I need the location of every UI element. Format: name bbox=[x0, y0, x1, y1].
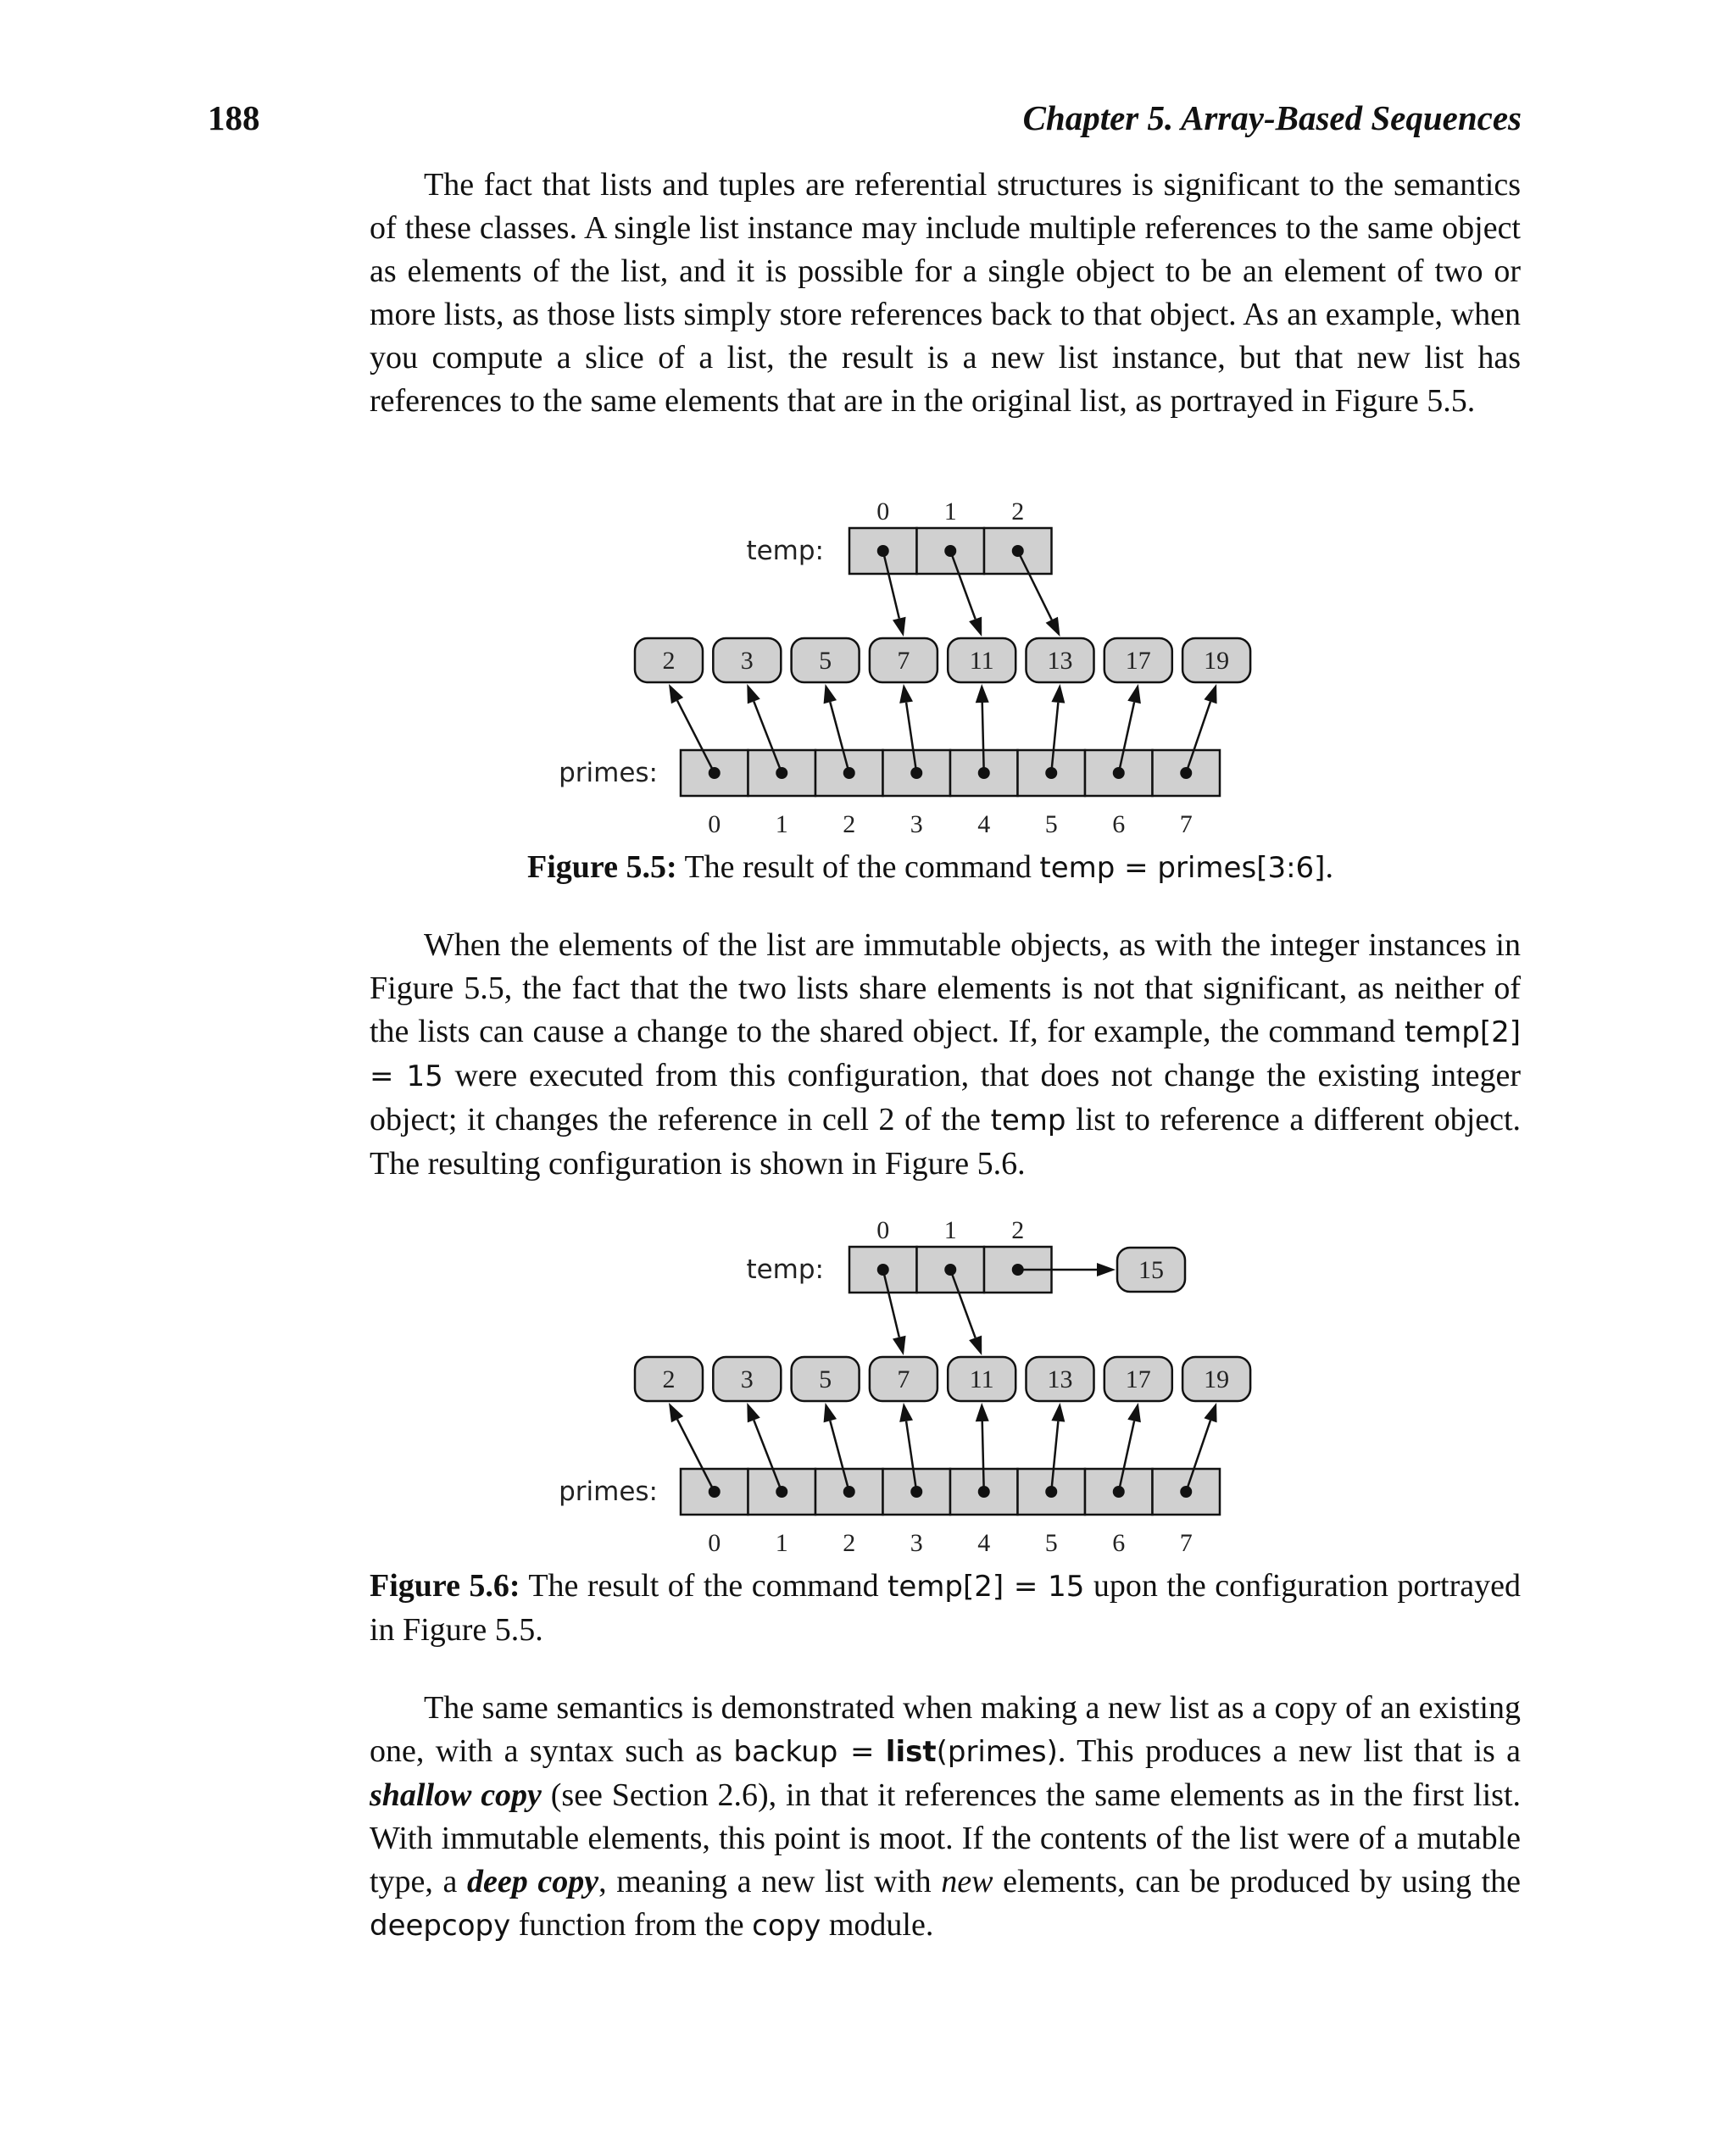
paragraph-3 bbox=[370, 1687, 1521, 1948]
fig55-primes-index: 3 bbox=[910, 810, 923, 838]
fig56-primes-index: 2 bbox=[843, 1529, 856, 1557]
figure-5-6-caption-rest: upon the configuration portrayed in Figure 5.5. bbox=[370, 1568, 1521, 1648]
fig55-value-label: 19 bbox=[1204, 647, 1230, 675]
fig56-temp-index: 1 bbox=[943, 1216, 957, 1244]
fig56-temp-index: 2 bbox=[1011, 1216, 1025, 1244]
fig56-value-label: 7 bbox=[897, 1365, 910, 1393]
paragraph-2-code-2: temp bbox=[990, 1104, 1066, 1137]
fig55-primes-index: 5 bbox=[1044, 810, 1058, 838]
fig56-value-label: 17 bbox=[1125, 1365, 1151, 1393]
paragraph-3-term-shallow-copy: shallow copy bbox=[370, 1777, 542, 1813]
paragraph-2-text-1: When the elements of the list are immutable objects, as with the integer instances in Figure 5.5, the fact that the two lists share elements is not that significant, as neither of the lists can cause a change to the shared object. If, for example, the command bbox=[370, 927, 1521, 1049]
figure-5-5-caption bbox=[527, 846, 1333, 890]
paragraph-1-text: The fact that lists and tuples are referential structures is significant to the semantics of these classes. A single list instance may include multiple references to the same object as elements of the list, and it is possible for a single object to be an element of two or more lists, as those lists simply store references back to that object. As an example, when you compute a slice of a list, the result is a new list instance, but that new list has references to the same elements that are in the original list, as portrayed in Figure 5.5. bbox=[370, 167, 1521, 419]
fig56-primes-index: 4 bbox=[977, 1529, 991, 1557]
figure-5-6-caption-text: The result of the command bbox=[528, 1568, 879, 1604]
paragraph-3-code-1a: backup = bbox=[733, 1735, 875, 1769]
paragraph-3-term-deep-copy: deep copy bbox=[467, 1864, 599, 1899]
fig55-value-label: 13 bbox=[1047, 647, 1073, 675]
paragraph-1 bbox=[370, 164, 1521, 423]
fig55-value-label: 17 bbox=[1125, 647, 1151, 675]
figure-5-5 bbox=[0, 487, 1736, 843]
fig55-value-label: 2 bbox=[662, 647, 676, 675]
fig56-value-label: 5 bbox=[819, 1365, 832, 1393]
fig56-primes-label: primes: bbox=[559, 1476, 658, 1507]
figure-5-5-caption-end: . bbox=[1325, 849, 1333, 885]
fig55-value-label: 7 bbox=[897, 647, 910, 675]
fig56-value-label: 2 bbox=[662, 1365, 676, 1393]
paragraph-3-text-3: (see Section 2.6), in that it references the same elements as in the first list. With immutable elements, this point is moot. If the contents of the list were of a mutable type, a bbox=[370, 1777, 1522, 1899]
fig55-value-label: 5 bbox=[819, 647, 832, 675]
paragraph-3-code-1b: list bbox=[885, 1735, 937, 1769]
paragraph-3-text-7: module. bbox=[828, 1907, 934, 1943]
fig56-primes-index: 1 bbox=[775, 1529, 788, 1557]
figure-5-6-caption bbox=[370, 1565, 1521, 1652]
page-number: 188 bbox=[208, 98, 260, 137]
fig55-value-label: 3 bbox=[740, 647, 754, 675]
fig56-temp-index: 0 bbox=[876, 1216, 890, 1244]
figure-5-5-caption-label: Figure 5.5: bbox=[527, 849, 677, 885]
paragraph-3-code-1c: (primes) bbox=[936, 1735, 1058, 1769]
figure-5-5-caption-text: The result of the command bbox=[684, 849, 1032, 885]
fig55-primes-index: 2 bbox=[843, 810, 856, 838]
fig55-temp-label: temp: bbox=[746, 536, 824, 566]
paragraph-3-code-3: copy bbox=[752, 1909, 821, 1943]
paragraph-3-text-2: . This produces a new list that is a bbox=[1057, 1733, 1522, 1769]
fig56-new-value-label: 15 bbox=[1138, 1256, 1164, 1284]
figure-5-5-caption-code: temp = primes[3:6] bbox=[1039, 851, 1326, 885]
fig56-value-label: 3 bbox=[740, 1365, 754, 1393]
chapter-title: Chapter 5. Array-Based Sequences bbox=[1022, 98, 1522, 137]
paragraph-2 bbox=[370, 924, 1521, 1186]
fig56-value-label: 11 bbox=[969, 1365, 994, 1393]
figure-5-6-caption-label: Figure 5.6: bbox=[370, 1568, 520, 1604]
paragraph-3-emph-new: new bbox=[941, 1864, 993, 1899]
fig55-primes-index: 4 bbox=[977, 810, 991, 838]
fig55-primes-index: 1 bbox=[775, 810, 788, 838]
fig56-value-label: 19 bbox=[1204, 1365, 1230, 1393]
fig56-temp-label: temp: bbox=[746, 1254, 824, 1285]
paragraph-3-text-6: function from the bbox=[518, 1907, 744, 1943]
fig55-primes-index: 6 bbox=[1112, 810, 1126, 838]
figure-5-6 bbox=[0, 1206, 1736, 1562]
fig56-primes-index: 0 bbox=[708, 1529, 721, 1557]
paragraph-3-text-4: , meaning a new list with bbox=[598, 1864, 932, 1899]
fig56-primes-index: 6 bbox=[1112, 1529, 1126, 1557]
fig55-temp-index: 1 bbox=[943, 498, 957, 526]
fig55-primes-label: primes: bbox=[559, 758, 658, 788]
paragraph-2-code-1: temp[2] = 15 bbox=[370, 1015, 1521, 1093]
fig55-value-label: 11 bbox=[969, 647, 994, 675]
paragraph-2-text-3: list to reference a different object. The resulting configuration is shown in Figure 5.6. bbox=[370, 1102, 1522, 1182]
fig56-primes-index: 5 bbox=[1044, 1529, 1058, 1557]
fig55-temp-index: 0 bbox=[876, 498, 890, 526]
fig56-value-label: 13 bbox=[1047, 1365, 1073, 1393]
paragraph-3-code-2: deepcopy bbox=[370, 1909, 511, 1943]
fig55-temp-index: 2 bbox=[1011, 498, 1025, 526]
paragraph-2-text-2: were executed from this configuration, that does not change the existing integer object; it changes the reference in cell 2 of the bbox=[370, 1058, 1522, 1137]
fig56-primes-index: 3 bbox=[910, 1529, 923, 1557]
figure-5-6-caption-code: temp[2] = 15 bbox=[887, 1570, 1085, 1604]
fig55-primes-index: 7 bbox=[1179, 810, 1193, 838]
paragraph-3-text-1: The same semantics is demonstrated when making a new list as a copy of an existing one, with a syntax such as bbox=[370, 1690, 1521, 1769]
paragraph-3-text-5: elements, can be produced by using the bbox=[1003, 1864, 1522, 1899]
fig56-primes-index: 7 bbox=[1179, 1529, 1193, 1557]
fig55-primes-index: 0 bbox=[708, 810, 721, 838]
